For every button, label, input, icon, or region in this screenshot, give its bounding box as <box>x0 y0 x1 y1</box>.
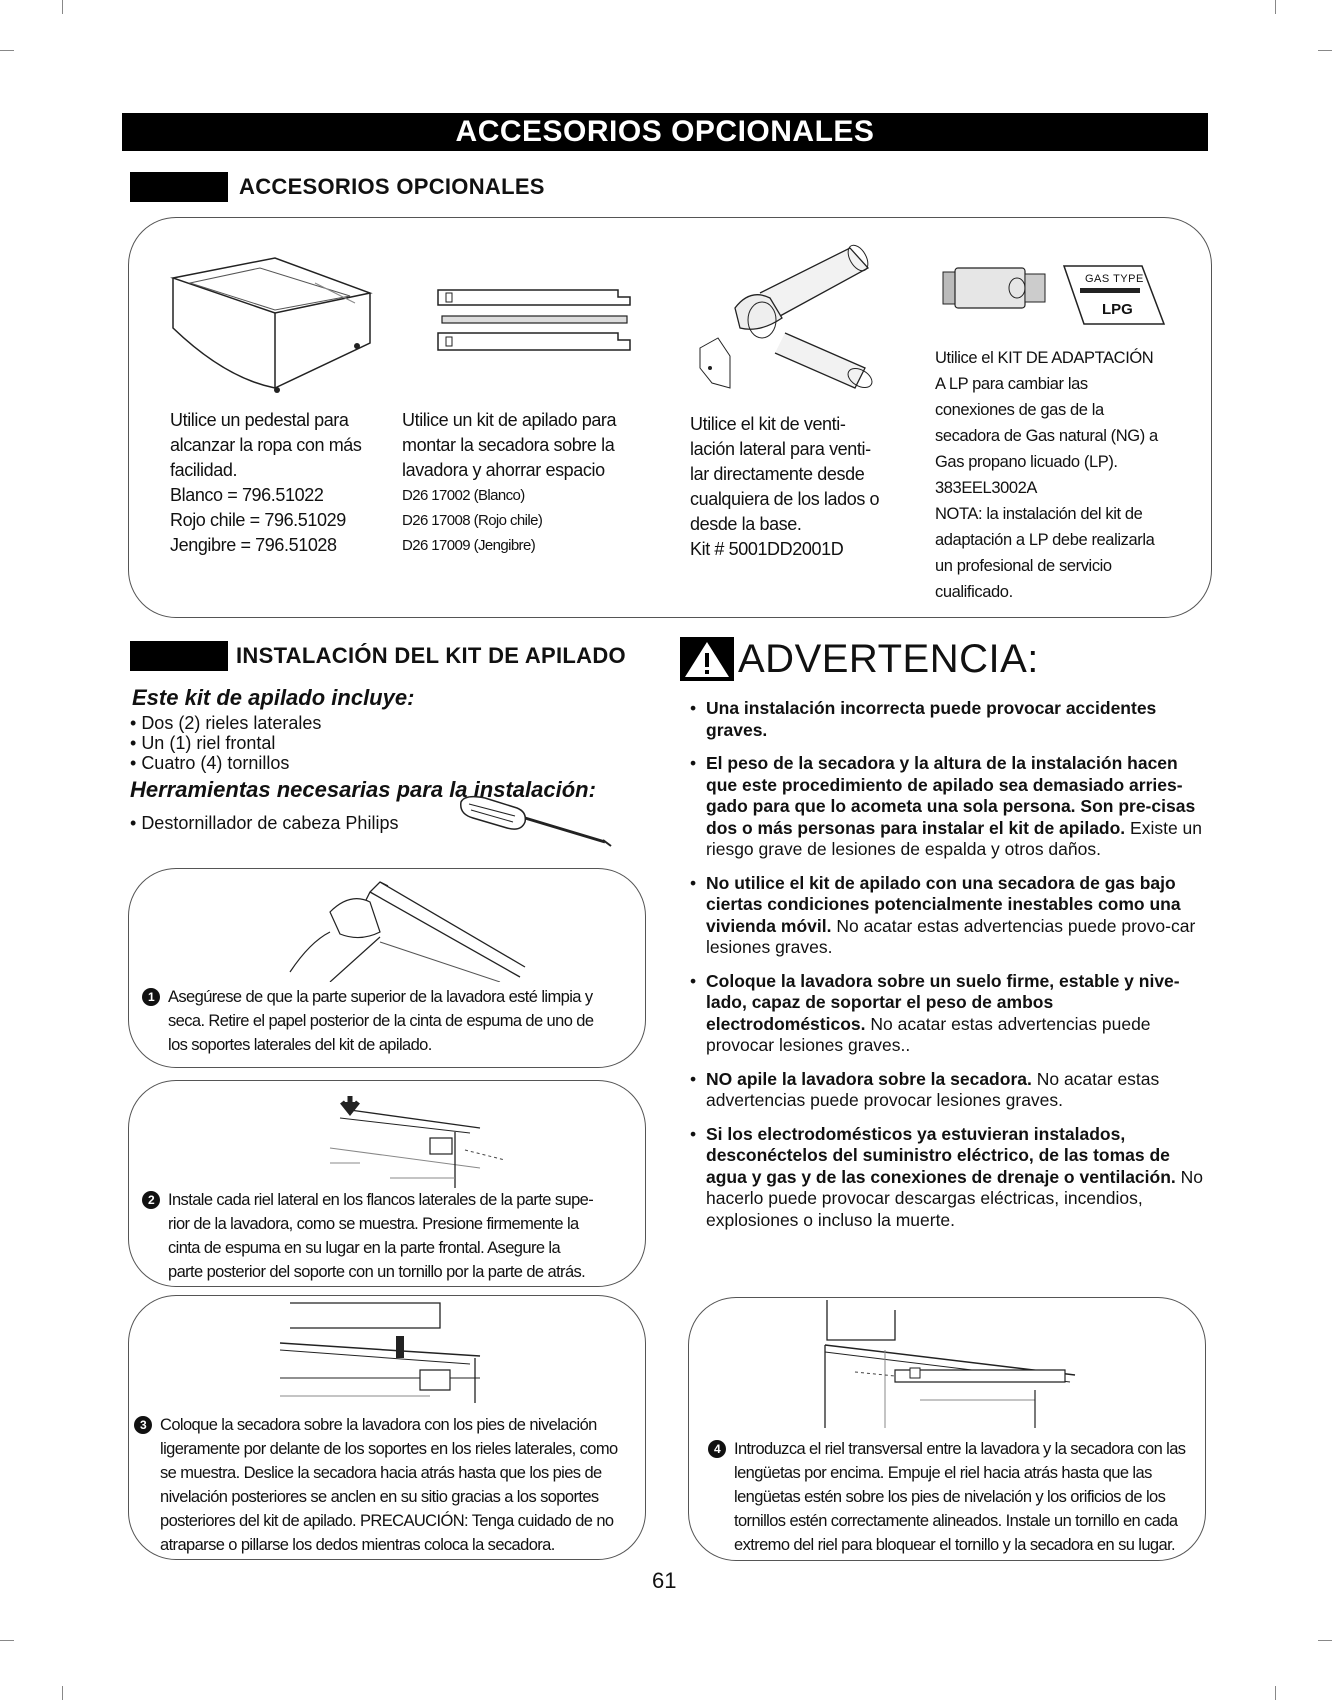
text-line: tornillos estén correctamente alineados. Instale un tornillo en cada <box>734 1512 1178 1530</box>
text-line: alcanzar la ropa con más <box>170 435 362 455</box>
text-line: facilidad. <box>170 460 238 480</box>
pedestal-description <box>170 408 380 558</box>
text-line: cinta de espuma en su lugar en la parte frontal. Asegure la <box>168 1239 561 1257</box>
text-line: Blanco = 796.51022 <box>170 485 324 505</box>
text-line: Kit # 5001DD2001D <box>690 539 844 559</box>
list-item: • Cuatro (4) tornillos <box>130 753 321 773</box>
text-line: lavadora y ahorrar espacio <box>402 460 605 480</box>
step-number: 3 <box>134 1416 152 1434</box>
text-line: 383EEL3002A <box>935 479 1038 497</box>
text-line: posteriores del kit de apilado. PRECAUCIÓN: Tenga cuidado de no <box>160 1512 614 1530</box>
install-title: INSTALACIÓN DEL KIT DE APILADO <box>236 643 626 668</box>
gas-type-value: LPG <box>1102 301 1133 318</box>
text-line: lar directamente desde <box>690 464 865 484</box>
text-line: 3 Coloque la secadora sobre la lavadora con los pies de nivelación <box>134 1413 644 1437</box>
text-line: desde la base. <box>690 514 802 534</box>
warning-icon <box>680 637 734 681</box>
step-1-text <box>142 985 642 1057</box>
step-number: 1 <box>142 988 160 1006</box>
text-line: conexiones de gas de la <box>935 401 1104 419</box>
warning-title: ADVERTENCIA: <box>738 637 1039 681</box>
includes-title: Este kit de apilado incluye: <box>132 685 415 710</box>
text-line: Utilice un kit de apilado para <box>402 410 617 430</box>
text-line: Jengibre = 796.51028 <box>170 535 337 555</box>
vent-kit-illustration <box>690 238 890 408</box>
section-marker <box>130 172 228 202</box>
lp-adapter-illustration <box>935 262 1055 314</box>
lp-kit-description <box>935 345 1180 605</box>
text-line: un profesional de servicio <box>935 557 1112 575</box>
list-item: • Dos (2) rieles laterales <box>130 713 321 733</box>
text-line: atraparse o pillarse los dedos mientras coloca la secadora. <box>160 1536 555 1554</box>
step-3-illustration <box>270 1298 490 1408</box>
text-line: lengüetas por encima. Empuje el riel hacia atrás hasta que las <box>734 1464 1152 1482</box>
step-2-text <box>142 1188 642 1284</box>
gas-type-label: GAS TYPE <box>1085 273 1144 285</box>
trim-mark <box>1318 1640 1332 1641</box>
trim-mark <box>1275 1686 1276 1700</box>
list-item: • Destornillador de cabeza Philips <box>130 813 398 833</box>
text-line: D26 17009 (Jengibre) <box>402 537 536 554</box>
stacking-kit-description <box>402 408 642 558</box>
text-line: extremo del riel para bloquear el tornillo y la secadora en su lugar. <box>734 1536 1176 1554</box>
step-4-illustration <box>815 1300 1085 1430</box>
text-line: parte posterior del soporte con un tornillo por la parte de atrás. <box>168 1263 586 1281</box>
warning-item: • Coloque la lavadora sobre un suelo firme, estable y nive-lado, capaz de soportar el peso de ambos electrodomésticos. No acatar estas advertencias puede provocar lesiones graves.. <box>690 971 1205 1057</box>
text-line: 1 Asegúrese de que la parte superior de la lavadora esté limpia y <box>142 985 642 1009</box>
pedestal-illustration <box>165 248 385 393</box>
text-line: Utilice un pedestal para <box>170 410 349 430</box>
text-line: cualquiera de los lados o <box>690 489 880 509</box>
step-number: 4 <box>708 1440 726 1458</box>
includes-list <box>130 713 321 773</box>
step-2-illustration <box>290 1088 530 1188</box>
text-line: lación lateral para venti- <box>690 439 871 459</box>
text-line: Gas propano licuado (LP). <box>935 453 1118 471</box>
warning-item: • NO apile la lavadora sobre la secadora. No acatar estas advertencias puede provocar lesiones graves. <box>690 1069 1205 1112</box>
text-line: Utilice el kit de venti- <box>690 414 846 434</box>
warning-item: • Si los electrodomésticos ya estuvieran instalados, desconéctelos del suministro eléctrico, de las tomas de agua y gas y de las conexiones de drenaje o ventilación. No hacerlo puede provocar descargas eléctricas, incendios, explosiones o incluso la muerte. <box>690 1124 1205 1232</box>
trim-mark <box>1318 50 1332 51</box>
text-line: A LP para cambiar las <box>935 375 1088 393</box>
trim-mark <box>62 0 63 14</box>
step-number: 2 <box>142 1191 160 1209</box>
text-line: cualificado. <box>935 583 1013 601</box>
step-3-text <box>134 1413 644 1557</box>
text-line: rior de la lavadora, como se muestra. Presione firmemente la <box>168 1215 579 1233</box>
step-4-text <box>708 1437 1203 1557</box>
text-line: 4 Introduzca el riel transversal entre la lavadora y la secadora con las <box>708 1437 1203 1461</box>
screwdriver-icon <box>455 790 615 850</box>
warning-item: • El peso de la secadora y la altura de la instalación hacen que este procedimiento de apilado sea demasiado arries-gado para que lo acometa una sola persona. Son pre-cisas dos o más personas para instalar el kit de apilado. Existe un riesgo grave de lesiones de espalda y otros daños. <box>690 753 1205 861</box>
text-line: los soportes laterales del kit de apilado. <box>168 1036 432 1054</box>
text-line: NOTA: la instalación del kit de <box>935 505 1143 523</box>
page-number: 61 <box>652 1568 677 1593</box>
text-line: D26 17002 (Blanco) <box>402 487 525 504</box>
trim-mark <box>0 50 14 51</box>
text-line: 2 Instale cada riel lateral en los flancos laterales de la parte supe- <box>142 1188 642 1212</box>
text-line: lengüetas estén sobre los pies de nivelación y los orificios de los <box>734 1488 1166 1506</box>
text-line: nivelación posteriores se anclen en su sitio gracias a los soportes <box>160 1488 599 1506</box>
tools-title: Herramientas necesarias para la instalación: <box>130 777 596 802</box>
trim-mark <box>0 1640 14 1641</box>
list-item: • Un (1) riel frontal <box>130 733 321 753</box>
text-line: adaptación a LP debe realizarla <box>935 531 1155 549</box>
warning-list <box>690 698 1205 1243</box>
text-line: D26 17008 (Rojo chile) <box>402 512 543 529</box>
stacking-kit-illustration <box>430 285 640 360</box>
text-line: montar la secadora sobre la <box>402 435 615 455</box>
text-line: se muestra. Deslice la secadora hacia atrás hasta que los pies de <box>160 1464 602 1482</box>
text-line: Utilice el KIT DE ADAPTACIÓN <box>935 349 1154 367</box>
tools-list <box>130 813 398 833</box>
optional-accessories-title: ACCESORIOS OPCIONALES <box>239 174 545 199</box>
text-line: Rojo chile = 796.51029 <box>170 510 346 530</box>
trim-mark <box>62 1686 63 1700</box>
trim-mark <box>1275 0 1276 14</box>
text-line: secadora de Gas natural (NG) a <box>935 427 1158 445</box>
vent-kit-description <box>690 412 890 562</box>
step-1-illustration <box>270 872 530 982</box>
text-line: ligeramente por delante de los soportes en los rieles laterales, como <box>160 1440 618 1458</box>
page-header: ACCESORIOS OPCIONALES <box>122 113 1208 151</box>
warning-item: • Una instalación incorrecta puede provocar accidentes graves. <box>690 698 1205 741</box>
section-marker <box>130 641 228 671</box>
text-line: seca. Retire el papel posterior de la cinta de espuma de uno de <box>168 1012 594 1030</box>
warning-item: • No utilice el kit de apilado con una secadora de gas bajo ciertas condiciones potencialmente inestables como una vivienda móvil. No acatar estas advertencias puede provo-car lesiones graves. <box>690 873 1205 959</box>
